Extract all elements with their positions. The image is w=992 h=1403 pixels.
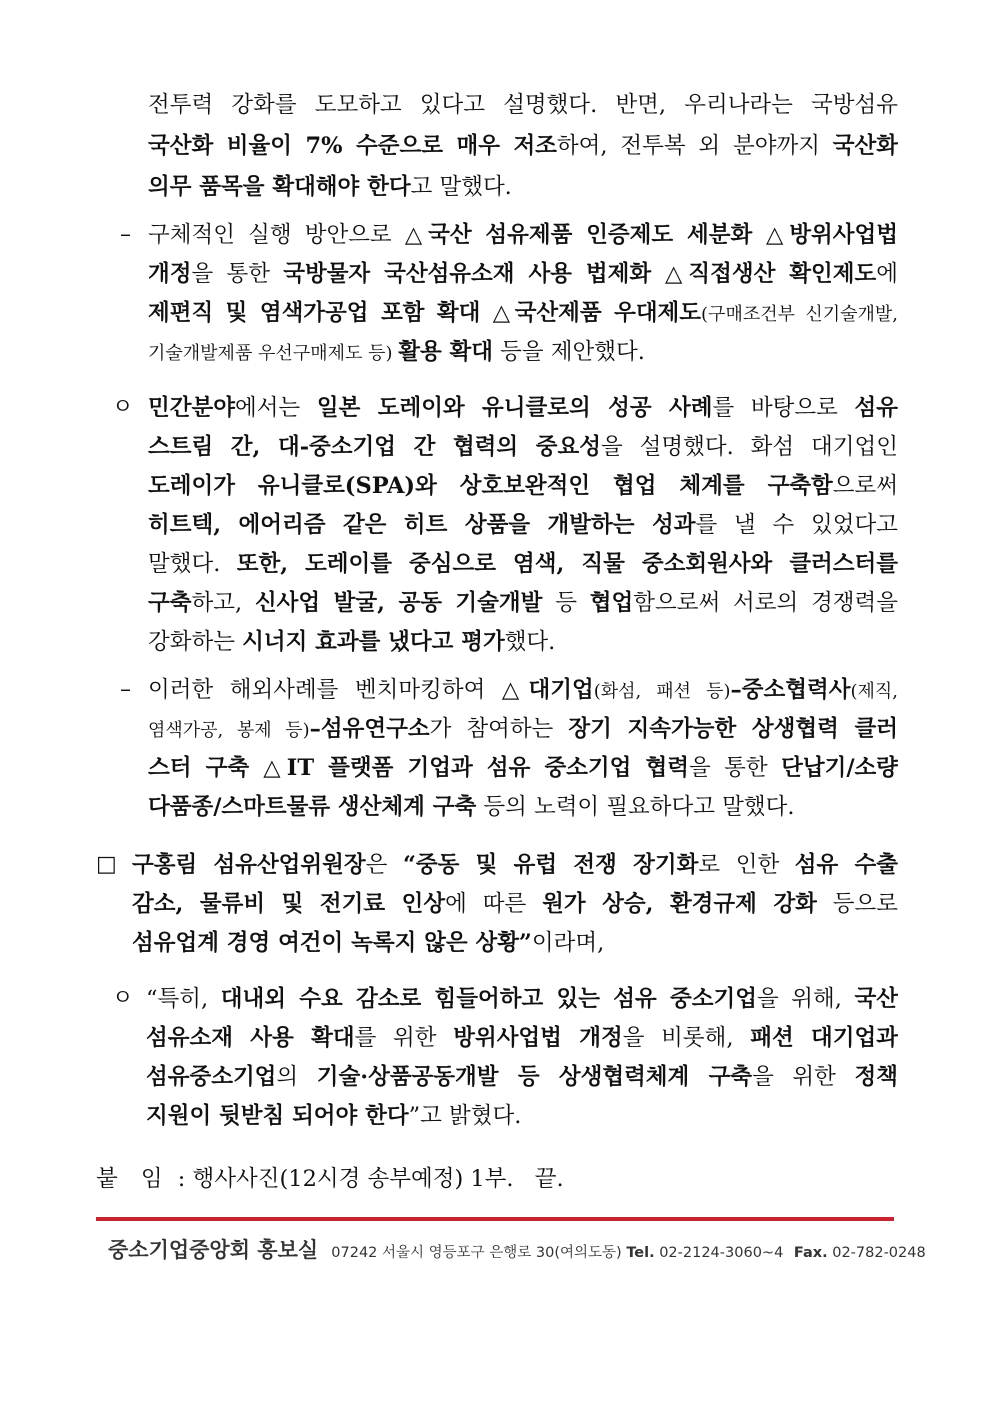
paragraph-2-line-1: 구체적인 실행 방안으로 △국산 섬유제품 인증제도 세분화 △방위사업법 bbox=[148, 222, 898, 248]
paragraph-1-line-3: 의무 품목을 확대해야 한다고 말했다. bbox=[148, 174, 512, 200]
footer-divider bbox=[96, 1217, 894, 1221]
attachment-label: 붙 임 bbox=[96, 1166, 171, 1192]
paragraph-3-line-6: 구축하고, 신사업 발굴, 공동 기술개발 등 협업함으로써 서로의 경쟁력을 bbox=[148, 590, 898, 616]
footer-fax: 02-782-0248 bbox=[832, 1245, 926, 1261]
dash-marker: – bbox=[120, 222, 131, 247]
paragraph-3-line-4: 히트텍, 에어리즘 같은 히트 상품을 개발하는 성과를 낼 수 있었다고 bbox=[148, 512, 898, 538]
dash-marker: – bbox=[120, 677, 131, 702]
paragraph-3-line-1: 민간분야에서는 일본 도레이와 유니클로의 성공 사례를 바탕으로 섬유 bbox=[148, 395, 898, 421]
paragraph-4-line-3: 스터 구축 △IT 플랫폼 기업과 섬유 중소기업 협력을 통한 단납기/소량 bbox=[148, 755, 898, 781]
paragraph-6-line-4: 지원이 뒷받침 되어야 한다”고 밝혔다. bbox=[146, 1103, 522, 1129]
paragraph-6-line-3: 섬유중소기업의 기술·상품공동개발 등 상생협력체계 구축을 위한 정책 bbox=[146, 1064, 898, 1090]
paragraph-2-line-3: 제편직 및 염색가공업 포함 확대 △국산제품 우대제도(구매조건부 신기술개발, bbox=[148, 300, 898, 326]
paragraph-2-line-4: 기술개발제품 우선구매제도 등) 활용 확대 등을 제안했다. bbox=[148, 339, 645, 365]
attachment-colon: : bbox=[177, 1166, 186, 1192]
footer bbox=[108, 1237, 926, 1266]
paragraph-4-line-2: 염색가공, 봉제 등)–섬유연구소가 참여하는 장기 지속가능한 상생협력 클러 bbox=[148, 716, 898, 742]
attachment-text: 행사사진(12시경 송부예정) 1부. bbox=[192, 1166, 514, 1192]
paragraph-5-line-2: 감소, 물류비 및 전기료 인상에 따른 원가 상승, 환경규제 강화 등으로 bbox=[132, 891, 898, 917]
footer-tel: 02-2124-3060~4 bbox=[659, 1245, 784, 1261]
paragraph-3-line-3: 도레이가 유니클로(SPA)와 상호보완적인 협업 체계를 구축함으로써 bbox=[148, 473, 898, 499]
attachment-end: 끝. bbox=[534, 1166, 564, 1192]
attachment-line bbox=[96, 1164, 886, 1194]
paragraph-6-line-2: 섬유소재 사용 확대를 위한 방위사업법 개정을 비롯해, 패션 대기업과 bbox=[146, 1025, 898, 1051]
paragraph-1-line-2: 국산화 비율이 7% 수준으로 매우 저조하여, 전투복 외 분야까지 국산화 bbox=[148, 133, 898, 159]
paragraph-5-line-1: 구홍림 섬유산업위원장은 “중동 및 유럽 전쟁 장기화로 인한 섬유 수출 bbox=[132, 852, 898, 878]
footer-org: 중소기업중앙회 홍보실 bbox=[108, 1238, 319, 1262]
paragraph-1-line-1: 전투력 강화를 도모하고 있다고 설명했다. 반면, 우리나라는 국방섬유 bbox=[148, 92, 898, 118]
paragraph-6-line-1: “특히, 대내외 수요 감소로 힘들어하고 있는 섬유 중소기업을 위해, 국산 bbox=[146, 986, 898, 1012]
paragraph-4-line-1: 이러한 해외사례를 벤치마킹하여 △대기업(화섬, 패션 등)–중소협력사(제직, bbox=[148, 677, 898, 703]
square-marker: □ bbox=[96, 852, 117, 877]
footer-address: 07242 서울시 영등포구 은행로 30(여의도동) Tel. 02-2124-3060~4 Fax. 02-782-0248 bbox=[331, 1245, 926, 1261]
paragraph-3-line-5: 말했다. 또한, 도레이를 중심으로 염색, 직물 중소회원사와 클러스터를 bbox=[148, 551, 898, 577]
paragraph-3-line-2: 스트림 간, 대-중소기업 간 협력의 중요성을 설명했다. 화섬 대기업인 bbox=[148, 434, 898, 460]
paragraph-4-line-4: 다품종/스마트물류 생산체계 구축 등의 노력이 필요하다고 말했다. bbox=[148, 794, 795, 820]
circle-marker: ㅇ bbox=[112, 986, 134, 1011]
circle-marker: ㅇ bbox=[112, 395, 134, 420]
paragraph-2-line-2: 개정을 통한 국방물자 국산섬유소재 사용 법제화 △직접생산 확인제도에 bbox=[148, 261, 898, 287]
paragraph-3-line-7: 강화하는 시너지 효과를 냈다고 평가했다. bbox=[148, 629, 556, 655]
paragraph-5-line-3: 섬유업계 경영 여건이 녹록지 않은 상황”이라며, bbox=[132, 930, 605, 956]
